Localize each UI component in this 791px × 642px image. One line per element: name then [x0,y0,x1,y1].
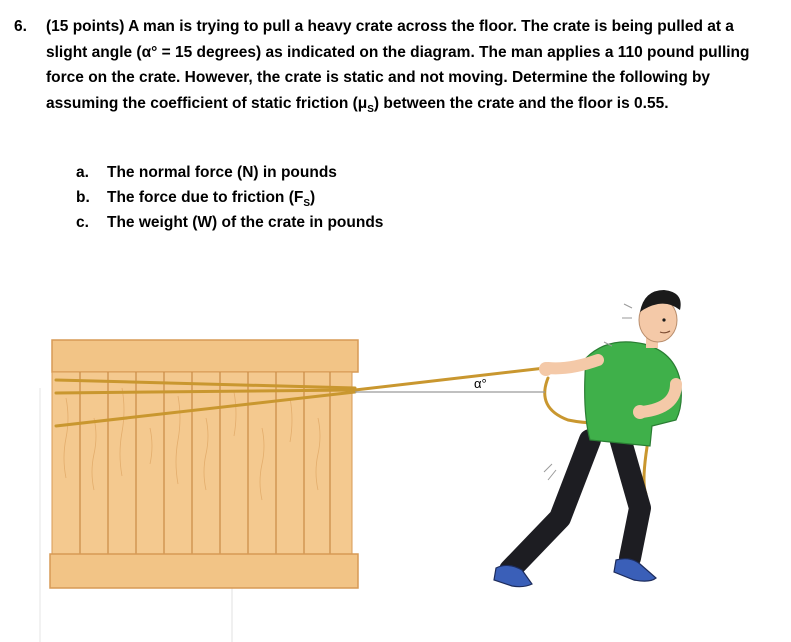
crate-body [52,372,352,554]
question-text: The weight (W) of the crate in pounds [107,214,384,231]
question-text-post: ) [310,189,316,206]
man-rear-arm [548,360,598,368]
man-hand [539,362,553,376]
problem-points: (15 points) [46,18,125,35]
man-eye [662,318,665,321]
man-figure [494,290,681,587]
crate-bottom-board [50,554,358,588]
problem-number: 6. [14,18,27,35]
problem-text-3: ) between the crate and the floor is 0.55. [373,94,669,112]
question-letter: b. [76,189,90,206]
question-text: The normal force (N) in pounds [107,164,337,181]
alpha-symbol: α° [141,43,158,61]
problem-statement [14,14,774,122]
man-hand [633,405,647,419]
man-front-leg [620,438,640,558]
question-letter: c. [76,214,89,231]
man-front-shoe [614,559,656,581]
problem-text-2: = 15 degrees) as indicated on the diagram. The man applies a 110 pound pulling force on the crate. However, the crate is static and not moving. Determine the following by assuming the coefficient of static friction ( [46,43,750,112]
crate-pull-diagram [0,268,791,642]
mu-subscript: S [367,103,374,115]
mu-symbol: μ [357,94,368,112]
man-back-leg [510,440,590,570]
friction-subscript: S [303,198,311,210]
angle-label: α° [474,376,487,391]
crate [50,340,358,588]
problem-text-1: A man is trying to pull a heavy crate across the floor. The crate is being pulled at a slight angle ( [46,18,734,61]
question-letter: a. [76,164,89,181]
rope-pull-line [355,368,545,390]
problem-body [46,14,774,122]
question-text-pre: The force due to friction (F [107,189,304,206]
crate-top-board [52,340,358,372]
